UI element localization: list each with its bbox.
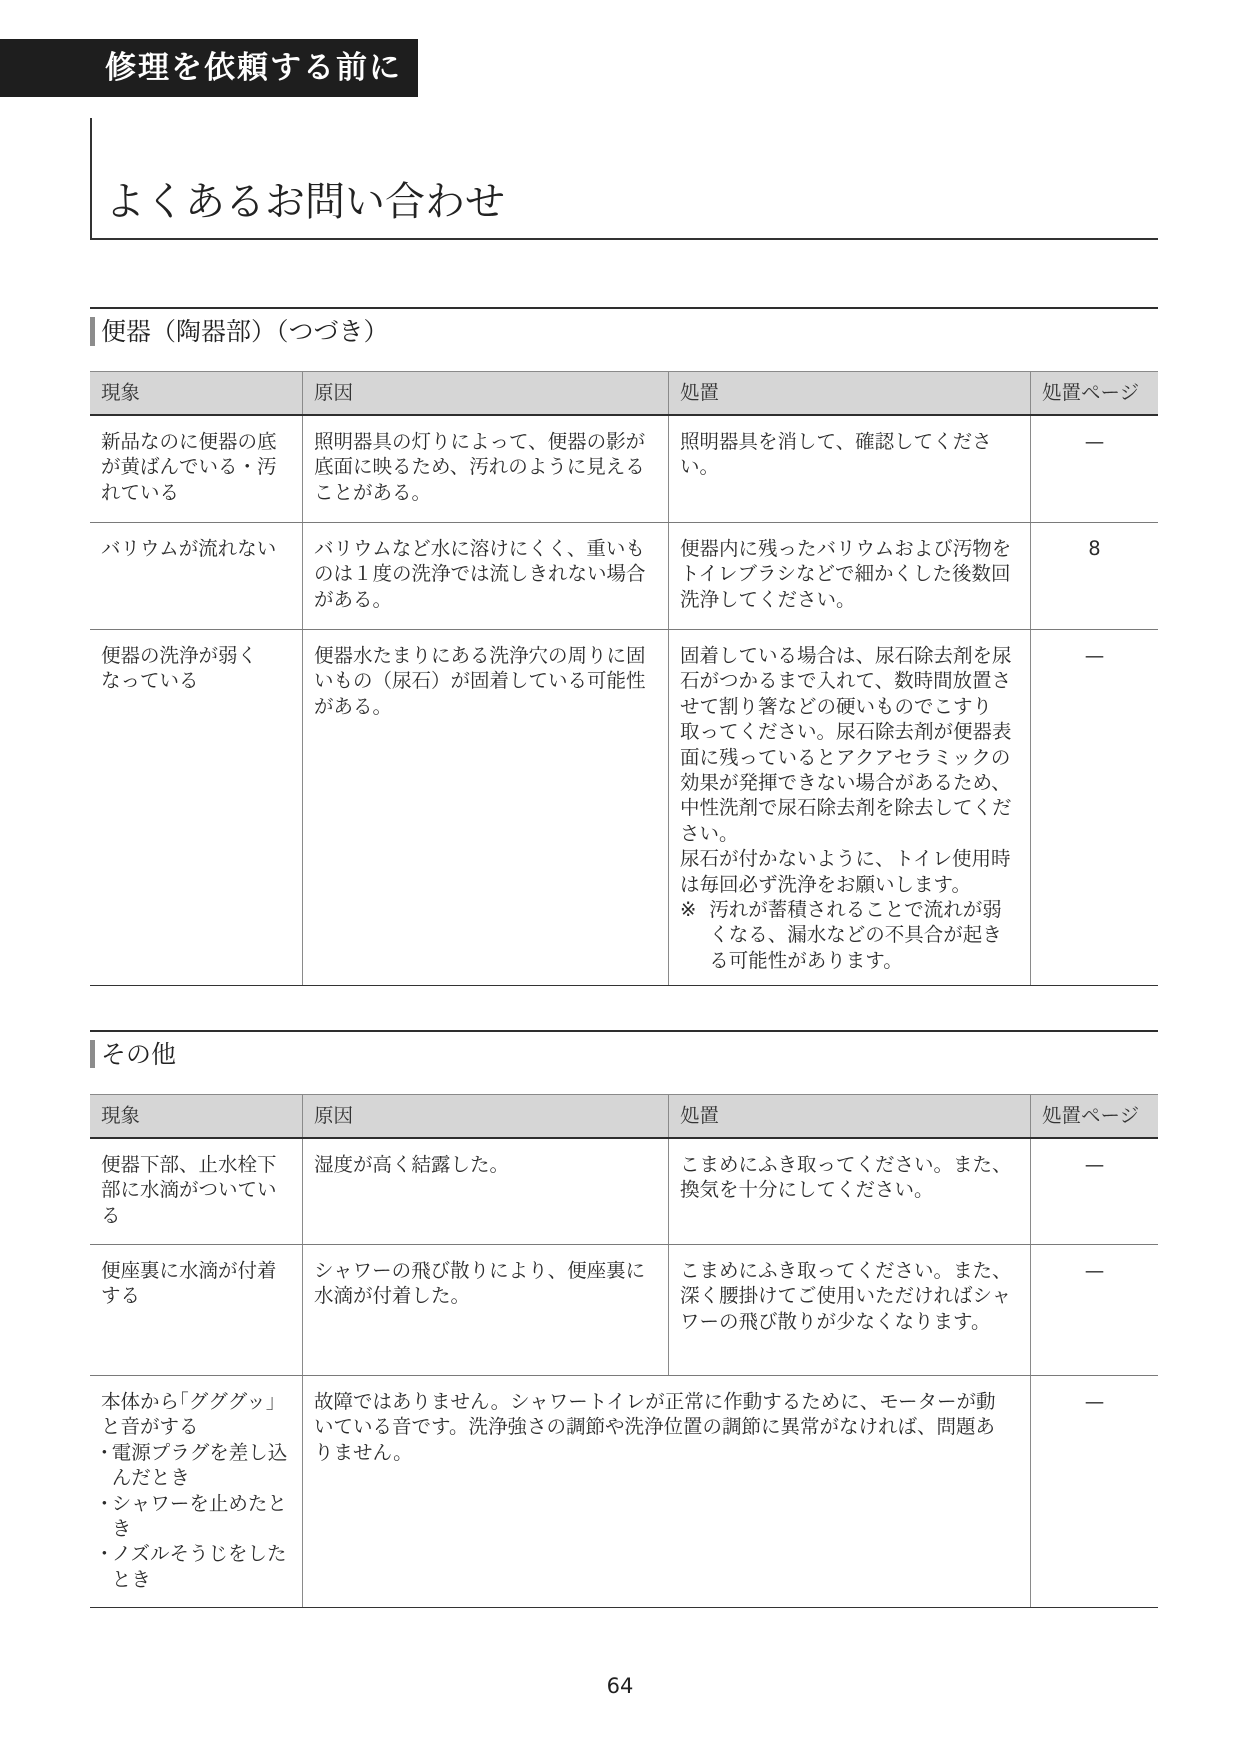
cause-cell: 便器水たまりにある洗浄穴の周りに固いもの（尿石）が固着している可能性がある。 [302, 630, 668, 985]
table-row [90, 416, 1158, 523]
section-heading [90, 1030, 1158, 1072]
cause-remedy-cell: 故障ではありません。シャワートイレが正常に作動するために、モーターが動いている音です。洗浄強さの調節や洗浄位置の調節に異常がなければ、問題ありません。 [302, 1376, 1030, 1607]
section-title: 便器（陶器部）（つづき） [101, 317, 389, 346]
page-ref-cell: — [1030, 416, 1158, 522]
list-item [94, 1541, 291, 1592]
table-row [90, 1245, 1158, 1376]
header-cell-cause: 原因 [302, 1095, 668, 1137]
page-ref-cell: — [1030, 1376, 1158, 1607]
list-item [94, 1491, 291, 1542]
header-cell-symptom: 現象 [101, 381, 141, 405]
section-heading [90, 307, 1158, 349]
symptom-cell [90, 1376, 302, 1607]
remedy-cell: こまめにふき取ってください。また、換気を十分にしてください。 [668, 1139, 1030, 1244]
bullet-mark: ・ [94, 1491, 115, 1515]
section-title: その他 [101, 1040, 177, 1069]
condition-text: ノズルそうじをしたとき [111, 1542, 287, 1591]
symptom-lead: 本体から「グググッ」と音がする [101, 1390, 276, 1439]
page-ref-cell: 8 [1030, 523, 1158, 629]
symptom-cell: 便器下部、止水栓下部に水滴がついている [101, 1153, 277, 1227]
chapter-tab-label: 修理を依頼する前に [105, 50, 402, 86]
table-header-row [90, 371, 1158, 416]
cause-cell: 照明器具の灯りによって、便器の影が底面に映るため、汚れのように見えることがある。 [302, 416, 668, 522]
table-row [90, 1376, 1158, 1608]
faq-table [90, 1094, 1158, 1608]
page-ref-cell: — [1030, 1245, 1158, 1375]
note-text: 汚れが蓄積されることで流れが弱くなる、漏水などの不具合が起きる可能性があります。 [709, 898, 1002, 972]
page-number: 64 [606, 1674, 634, 1698]
header-cell-page: 処置ページ [1030, 372, 1158, 414]
table-row [90, 1139, 1158, 1245]
header-cell-remedy: 処置 [668, 1095, 1030, 1137]
title-vertical-rule [90, 118, 92, 239]
section-marker-bar [90, 317, 95, 346]
bullet-mark: ・ [94, 1542, 115, 1566]
condition-text: シャワーを止めたとき [111, 1491, 287, 1541]
faq-table [90, 371, 1158, 986]
remedy-paragraph: 固着している場合は、尿石除去剤を尿石がつかるまで入れて、数時間放置させて割り箸などの硬いものでこすり取ってください。尿石除去剤が便器表面に残っているとアクアセラミックの効果が発揮できない場合があるため、中性洗剤で尿石除去剤を除去してください。 [680, 644, 1012, 845]
symptom-cell: 便器の洗浄が弱くなっている [101, 644, 258, 693]
symptom-cell: バリウムが流れない [101, 537, 277, 560]
list-item [94, 1440, 291, 1491]
table-header-row [90, 1094, 1158, 1139]
page-ref-cell: — [1030, 630, 1158, 985]
header-cell-page: 処置ページ [1030, 1095, 1158, 1137]
section-rule [90, 307, 1158, 309]
header-cell-remedy: 処置 [668, 372, 1030, 414]
remedy-cell [668, 630, 1030, 985]
chapter-tab [0, 39, 418, 97]
condition-text: 電源プラグを差し込んだとき [111, 1440, 288, 1490]
remedy-cell: 照明器具を消して、確認してください。 [668, 416, 1030, 522]
symptom-cell: 便座裏に水滴が付着する [101, 1259, 277, 1308]
header-cell-symptom: 現象 [101, 1104, 141, 1128]
remedy-paragraph: 尿石が付かないように、トイレ使用時は毎回必ず洗浄をお願いします。 [680, 847, 1011, 896]
cause-cell: バリウムなど水に溶けにくく、重いものは１度の洗浄では流しきれない場合がある。 [302, 523, 668, 629]
cause-cell: 湿度が高く結露した。 [302, 1139, 668, 1244]
bullet-mark: ・ [94, 1440, 115, 1464]
section-rule [90, 1030, 1158, 1032]
title-rule [90, 238, 1158, 240]
note-mark: ※ [680, 898, 697, 922]
table-row [90, 630, 1158, 986]
page-ref-cell: — [1030, 1139, 1158, 1244]
symptom-cell: 新品なのに便器の底が黄ばんでいる・汚れている [101, 430, 277, 504]
remedy-cell: こまめにふき取ってください。また、深く腰掛けてご使用いただければシャワーの飛び散りが少なくなります。 [668, 1245, 1030, 1375]
remedy-note [680, 897, 1015, 973]
page-title: よくあるお問い合わせ [105, 179, 505, 225]
section-marker-bar [90, 1040, 95, 1068]
cause-cell: シャワーの飛び散りにより、便座裏に水滴が付着した。 [302, 1245, 668, 1375]
table-row [90, 523, 1158, 630]
remedy-cell: 便器内に残ったバリウムおよび汚物をトイレブラシなどで細かくした後数回洗浄してください。 [668, 523, 1030, 629]
header-cell-cause: 原因 [302, 372, 668, 414]
